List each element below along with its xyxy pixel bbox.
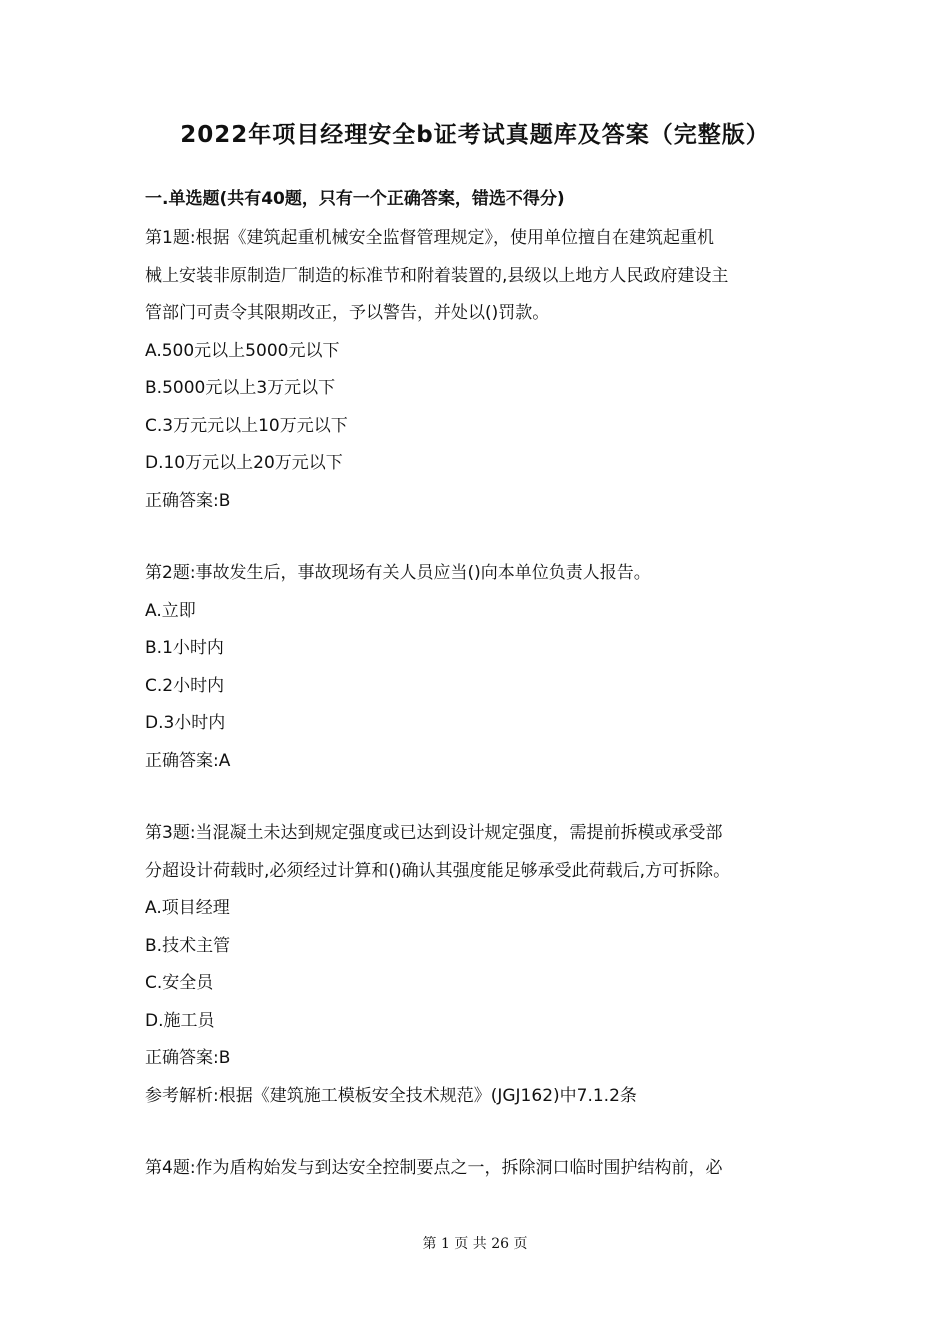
page-footer: 第 1 页 共 26 页 [422, 1236, 528, 1252]
question-4-stem-line-1: 第4题:作为盾构始发与到达安全控制要点之一，拆除洞口临时围护结构前，必 [145, 1158, 723, 1178]
question-3 [145, 815, 825, 1115]
question-1-stem-line-3: 管部门可责令其限期改正，予以警告，并处以()罚款。 [145, 303, 550, 323]
question-3-answer: 正确答案:B [145, 1048, 231, 1068]
question-1-stem-line-1: 第1题:根据《建筑起重机械安全监督管理规定》，使用单位擅自在建筑起重机 [145, 228, 715, 248]
question-2-option-c: C.2小时内 [145, 675, 225, 696]
question-2-option-b: B.1小时内 [145, 638, 224, 658]
question-1-option-c: C.3万元元以上10万元以下 [145, 415, 348, 436]
question-1-answer: 正确答案:B [145, 490, 231, 511]
question-3-stem-line-2: 分超设计荷载时,必须经过计算和()确认其强度能足够承受此荷载后,方可拆除。 [145, 860, 731, 881]
question-1-option-b: B.5000元以上3万元以下 [145, 378, 336, 398]
question-2-option-d: D.3小时内 [145, 713, 226, 733]
question-3-option-a: A.项目经理 [145, 898, 230, 918]
question-3-option-d: D.施工员 [145, 1010, 215, 1031]
question-2-stem-line-1: 第2题:事故发生后，事故现场有关人员应当()向本单位负责人报告。 [145, 563, 651, 583]
question-1-option-d: D.10万元以上20万元以下 [145, 453, 343, 473]
question-2-option-a: A.立即 [145, 600, 196, 621]
question-2 [145, 555, 825, 780]
document-title: 2022年项目经理安全b证考试真题库及答案（完整版） [180, 122, 770, 148]
question-1-option-a: A.500元以上5000元以下 [145, 340, 340, 361]
question-3-stem-line-1: 第3题:当混凝土未达到规定强度或已达到设计规定强度，需提前拆模或承受部 [145, 823, 723, 843]
question-1 [145, 220, 825, 520]
question-3-analysis: 参考解析:根据《建筑施工模板安全技术规范》(JGJ162)中7.1.2条 [145, 1085, 637, 1106]
question-3-option-b: B.技术主管 [145, 935, 231, 956]
question-3-option-c: C.安全员 [145, 973, 214, 993]
section-heading: 一.单选题(共有40题，只有一个正确答案，错选不得分) [145, 189, 565, 209]
question-4 [145, 1150, 825, 1188]
question-2-answer: 正确答案:A [145, 750, 231, 771]
question-1-stem-line-2: 械上安装非原制造厂制造的标准节和附着装置的,县级以上地方人民政府建设主 [145, 265, 729, 286]
